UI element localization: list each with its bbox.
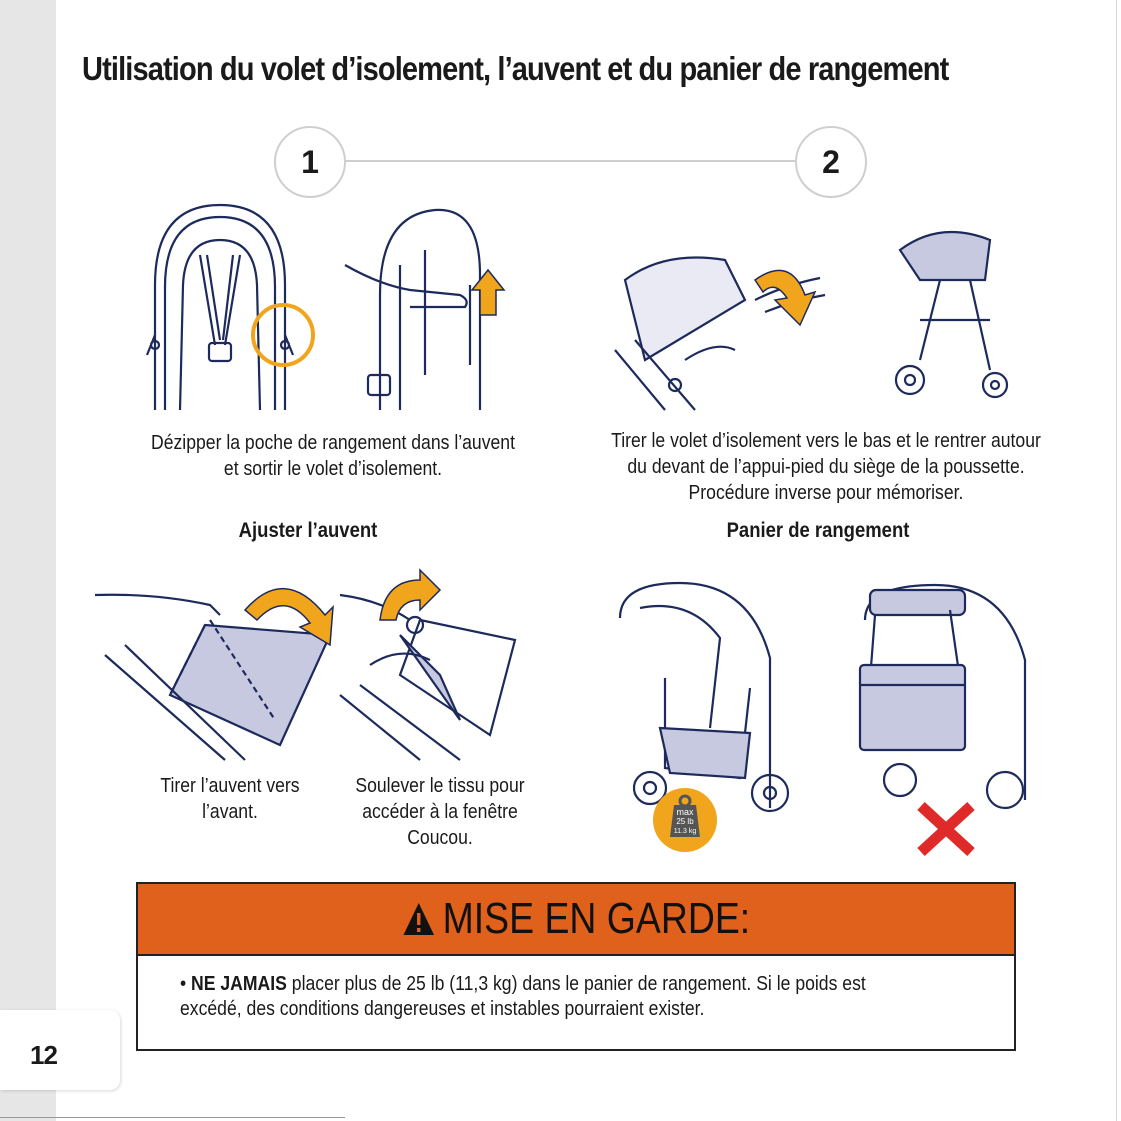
weight-max-label: max <box>676 807 694 817</box>
warning-title <box>204 894 949 944</box>
page-number: 12 <box>30 1040 57 1070</box>
caption-step-2: Tirer le volet d’isolement vers le bas et le rentrer autour du devant de l’appui-pied du siège de la poussette. Procédure inverse pour mémoriser. <box>611 430 1041 504</box>
step-1-badge: 1 <box>274 126 346 198</box>
seat-unzip-illustration <box>340 195 520 410</box>
bottom-rule <box>0 1117 345 1118</box>
step-2-badge: 2 <box>795 126 867 198</box>
caption-step-1: Dézipper la poche de rangement dans l’auvent et sortir le volet d’isolement. <box>151 432 515 480</box>
page-title: Utilisation du volet d’isolement, l’auvent et du panier de rangement <box>82 50 949 87</box>
page-number-tab <box>0 1010 120 1090</box>
isolation-cover-pull-illustration <box>605 240 830 410</box>
prohibited-x-icon <box>915 800 977 858</box>
weight-kg-label: 11.3 kg <box>673 828 697 835</box>
warning-text: • NE JAMAIS placer plus de 25 lb (11,3 kg) dans le panier de rangement. Si le poids est excédé, des conditions dangereuses et instables pourraient exister. <box>180 973 866 1020</box>
stroller-with-cover-illustration <box>880 220 1020 400</box>
highlight-circle-icon <box>250 302 316 368</box>
bag-on-handle-illustration <box>855 570 1055 825</box>
weight-icon <box>652 787 718 853</box>
caption-canopy-lift: Soulever le tissu pour accéder à la fenêtre Coucou. <box>355 775 525 849</box>
canopy-pull-illustration <box>95 565 335 760</box>
warning-triangle-icon <box>402 901 436 937</box>
warning-box <box>136 882 1016 1051</box>
canopy-lift-illustration <box>340 565 520 760</box>
warning-body: placer plus de 25 lb (11,3 kg) dans le panier de rangement. Si le poids est excédé, des conditions dangereuses et instables pourraient exister. <box>180 973 866 1020</box>
page-margin-band <box>0 0 56 1121</box>
warning-header <box>138 884 1014 956</box>
step-connector-line <box>344 160 795 162</box>
subheading-basket: Panier de rangement <box>726 519 910 542</box>
right-edge-line <box>1116 0 1117 1121</box>
subheading-canopy: Ajuster l’auvent <box>238 519 378 542</box>
caption-canopy-pull: Tirer l’auvent vers l’avant. <box>160 775 300 823</box>
warning-emphasis: NE JAMAIS <box>191 973 287 995</box>
warning-title-text: MISE EN GARDE: <box>442 894 751 943</box>
weight-lb-label: 25 lb <box>676 817 694 826</box>
